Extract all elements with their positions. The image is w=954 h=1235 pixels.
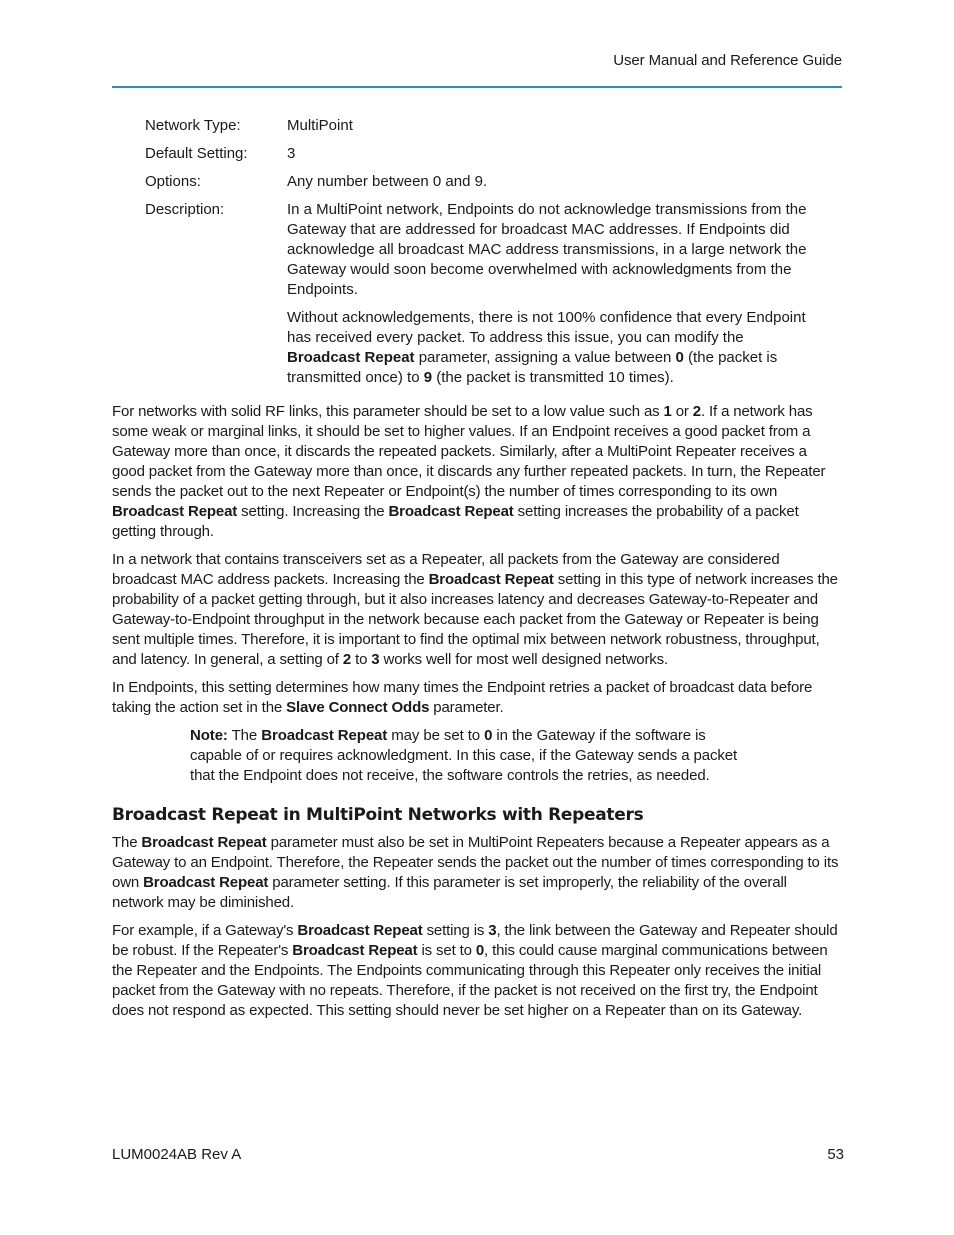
property-row-default-setting [145, 144, 842, 164]
running-header: User Manual and Reference Guide [613, 52, 842, 69]
description-paragraph-2: Without acknowledgements, there is not 100% confidence that every Endpoint has received every packet. To address this issue, you can modify the Broadcast Repeat parameter, assigning a value between 0 (the packet is transmitted once) to 9 (the packet is transmitted 10 times). [287, 309, 806, 386]
property-value: 3 [287, 145, 296, 162]
property-label: Description: [145, 201, 225, 218]
property-label: Default Setting: [145, 145, 248, 162]
body-paragraph-rf-links: For networks with solid RF links, this parameter should be set to a low value such as 1 or 2. If a network has some weak or marginal links, it should be set to higher values. If an Endpoint receives a good packet from a Gateway more than once, it discards the repeated packets. Similarly, after a MultiPoint Repeater receives a good packet from the Gateway more than once, it discards any further repeated packets. In turn, the Repeater sends the packet out to the next Repeater or Endpoint(s) the number of times corresponding to its own Broadcast Repeat setting. Increasing the Broadcast Repeat setting increases the probability of a packet getting through. [112, 403, 826, 540]
property-value: Any number between 0 and 9. [287, 173, 488, 190]
description-paragraph-1: In a MultiPoint network, Endpoints do not acknowledge transmissions from the Gateway that are addressed for broadcast MAC addresses. If Endpoints did acknowledge all broadcast MAC address transmissions, in a large network the Gateway would soon become overwhelmed with acknowledgments from the Endpoints. [287, 201, 807, 298]
page-content [112, 116, 842, 1029]
description-value [287, 200, 842, 388]
body-paragraph-repeater-network: In a network that contains transceivers set as a Repeater, all packets from the Gateway are considered broadcast MAC address packets. Increasing the Broadcast Repeat setting in this type of network increases the probability of a packet getting through, but it also increases latency and decreases Gateway-to-Repeater and Gateway-to-Endpoint throughput in the network because each packet from the Gateway or Repeater is being sent multiple times. Therefore, it is important to find the optimal mix between network robustness, throughput, and latency. In general, a setting of 2 to 3 works well for most well designed networks. [112, 551, 838, 668]
section-heading: Broadcast Repeat in MultiPoint Networks with Repeaters [112, 805, 644, 825]
note-callout: Note: The Broadcast Repeat may be set to 0 in the Gateway if the software is capable of or requires acknowledgment. In this case, if the Gateway sends a packet that the Endpoint does not receive, the software controls the retries, as needed. [190, 727, 738, 784]
section-paragraph-2: For example, if a Gateway's Broadcast Repeat setting is 3, the link between the Gateway and Repeater should be robust. If the Repeater's Broadcast Repeat is set to 0, this could cause marginal communications between the Repeater and the Endpoints. The Endpoints communicating through this Repeater only receives the initial packet from the Gateway with no repeats. Therefore, if the packet is not received on the first try, the Endpoint does not respond as expected. This setting should never be set higher on a Repeater than on its Gateway. [112, 922, 838, 1019]
property-row-description [145, 200, 842, 388]
section-paragraph-1: The Broadcast Repeat parameter must also be set in MultiPoint Repeaters because a Repeater appears as a Gateway to an Endpoint. Therefore, the Repeater sends the packet out the number of times corresponding to its own Broadcast Repeat parameter setting. If this parameter is set improperly, the reliability of the overall network may be diminished. [112, 834, 839, 911]
property-row-options [145, 172, 842, 192]
property-value: MultiPoint [287, 117, 353, 134]
note-label: Note: [190, 727, 228, 744]
header-rule [112, 86, 842, 88]
body-paragraph-endpoints: In Endpoints, this setting determines how many times the Endpoint retries a packet of broadcast data before taking the action set in the Slave Connect Odds parameter. [112, 679, 813, 716]
property-label: Options: [145, 173, 201, 190]
property-label: Network Type: [145, 117, 241, 134]
footer-doc-id: LUM0024AB Rev A [112, 1146, 242, 1163]
property-row-network-type [145, 116, 842, 136]
footer-page-number: 53 [827, 1146, 844, 1163]
parameter-table [145, 116, 842, 388]
